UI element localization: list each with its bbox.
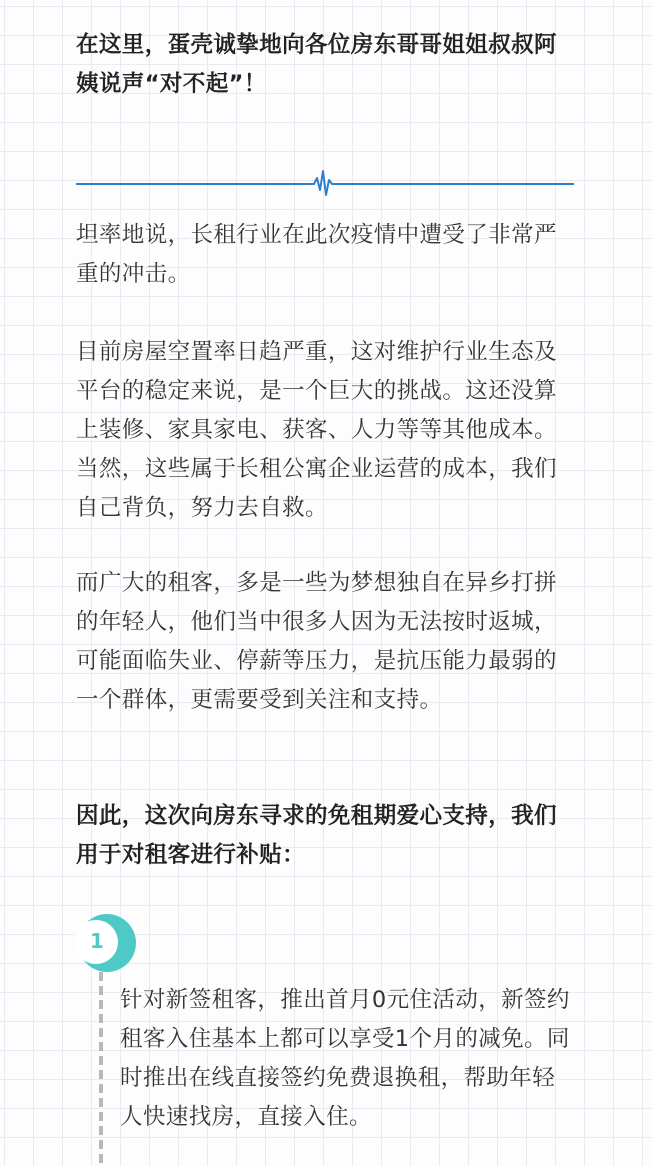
tenant-pressure-paragraph: 而广大的租客，多是一些为梦想独自在异乡打拼的年轻人，他们当中很多人因为无法按时返城，可能面临失业、停薪等压力，是抗压能力最弱的一个群体，更需要受到关注和支持。 [76, 570, 557, 713]
step-number-label: 1 [90, 929, 104, 953]
heartbeat-divider-icon [76, 168, 574, 198]
subsidy-intro-text: 因此，这次向房东寻求的免租期爱心支持，我们用于对租客进行补贴： [76, 803, 557, 868]
step-dashed-connector [99, 972, 103, 1166]
vacancy-challenge-paragraph: 目前房屋空置率日趋严重，这对维护行业生态及平台的稳定来说，是一个巨大的挑战。这还没算上装修、家具家电、获客、人力等等其他成本。当然，这些属于长租公寓企业运营的成本，我们自己背负，努力去自救。 [76, 339, 557, 521]
step-1-description: 针对新签租客，推出首月0元住活动，新签约租客入住基本上都可以享受1个月的减免。同时推出在线直接签约免费退换租，帮助年轻人快速找房，直接入住。 [120, 987, 570, 1130]
industry-impact-paragraph: 坦率地说，长租行业在此次疫情中遭受了非常严重的冲击。 [76, 222, 557, 287]
intro-apology-text: 在这里，蛋壳诚挚地向各位房东哥哥姐姐叔叔阿姨说声“对不起”！ [76, 32, 557, 97]
